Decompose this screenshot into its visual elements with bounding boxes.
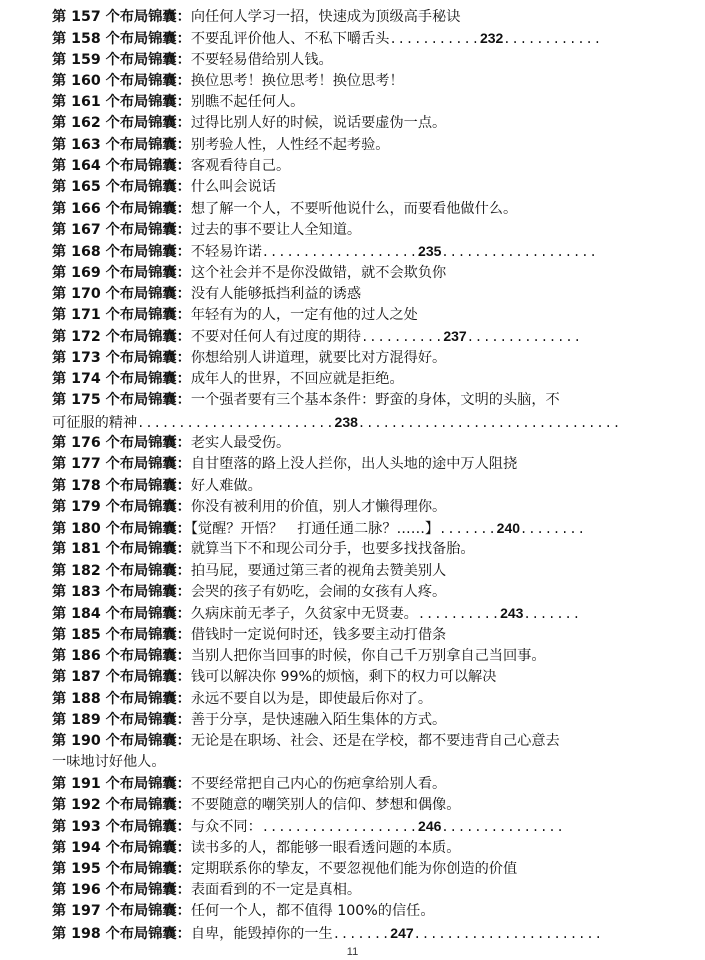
toc-entry [52,7,652,28]
toc-entry-title: 不要对任何人有过度的期待 [190,329,362,346]
toc-entry [52,795,652,816]
toc-entry-number: 第 183 个布局锦囊： [52,584,191,601]
toc-entry [52,241,652,262]
toc-entry-number: 第 176 个布局锦囊： [52,434,191,451]
toc-entry [52,177,652,198]
toc-entry-number: 第 178 个布局锦囊： [52,477,191,494]
toc-entry [52,518,652,539]
toc-entry [52,412,652,433]
toc-entry-title: 不要乱评价他人、不私下嚼舌头 [190,31,390,48]
toc-entry-title: 过去的事不要让人全知道。 [190,221,362,238]
toc-entry-number: 第 159 个布局锦囊： [52,51,191,68]
toc-entry [52,369,652,390]
toc-entry-title: 读书多的人，都能够一眼看透问题的本质。 [190,839,461,856]
toc-page-ref: 243 [500,605,524,622]
toc-entry-number: 第 193 个布局锦囊： [52,819,191,836]
toc-entry [52,113,652,134]
toc-entry [52,774,652,795]
toc-entry [52,28,652,49]
toc-entry-title: 就算当下不和现公司分手，也要多找找备胎。 [190,541,475,558]
toc-entry-number: 第 171 个布局锦囊： [52,307,191,324]
toc-leader-dots: ................... [261,245,419,260]
toc-entry-title: 无论是在职场、社会、还是在学校，都不要违背自己心意去 [190,733,560,750]
toc-entry-number: 第 179 个布局锦囊： [52,498,191,515]
toc-entry-title: 别瞧不起任何人。 [190,94,305,111]
toc-entry-number: 第 166 个布局锦囊： [52,200,191,217]
toc-entry-number: 第 185 个布局锦囊： [52,626,191,643]
toc-entry [52,731,652,752]
toc-entry-title: 你想给别人讲道理，就要比对方混得好。 [190,349,447,366]
toc-entry-title: 不要经常把自己内心的伤疤拿给别人看。 [190,775,447,792]
toc-entry [52,582,652,603]
toc-entry [52,71,652,92]
toc-entry-number: 第 158 个布局锦囊： [52,31,191,48]
toc-leader-dots: ............... [441,820,565,835]
toc-leader-dots: .............. [466,330,582,345]
toc-entry-title: 善于分享，是快速融入陌生集体的方式。 [190,711,447,728]
toc-entry-title: 借钱时一定说何时还，钱多要主动打借条 [190,626,447,643]
toc-entry [52,454,652,475]
toc-entry [52,667,652,688]
toc-entry-title: 钱可以解决你 99%的烦恼，剩下的权力可以解决 [190,669,497,686]
toc-entry-title: 可征服的精神 [52,414,138,431]
toc-leader-dots: ....................... [413,926,603,941]
toc-page-ref: 247 [390,924,414,941]
toc-page-ref: 238 [334,413,358,430]
toc-entry-title: 好人难做。 [190,477,262,494]
toc-entry-number: 第 194 个布局锦囊： [52,839,191,856]
toc-entry-number: 第 188 个布局锦囊： [52,690,191,707]
toc-entry-number: 第 198 个布局锦囊： [52,925,191,942]
toc-entry-number: 第 196 个布局锦囊： [52,882,191,899]
toc-entry-number: 第 182 个布局锦囊： [52,562,191,579]
toc-entry-title: 会哭的孩子有奶吃，会闹的女孩有人疼。 [190,584,447,601]
toc-entry-number: 第 192 个布局锦囊： [52,796,191,813]
toc-entry [52,263,652,284]
toc-entry-title: 拍马屁，要通过第三者的视角去赞美别人 [190,562,447,579]
toc-entry [52,390,652,411]
toc-entry-title: 与众不同： [190,819,262,836]
toc-entry-number: 第 186 个布局锦囊： [52,647,191,664]
toc-page-ref: 240 [496,520,521,537]
toc-entry [52,135,652,156]
toc-entry-title: 定期联系你的挚友，不要忽视他们能为你创造的价值 [190,860,518,877]
toc-leader-dots: ........... [389,32,480,47]
toc-entry-title: 过得比别人好的时候，说话要虚伪一点。 [190,115,447,132]
toc-entry-number: 第 165 个布局锦囊： [52,179,191,196]
toc-entry [52,838,652,859]
toc-entry-title: 不要轻易借给别人钱。 [190,51,333,68]
toc-page-ref: 232 [479,30,504,47]
toc-entry [52,752,652,773]
toc-entry-number: 第 173 个布局锦囊： [52,349,191,366]
page-number: 11 [346,946,359,958]
toc-entry-number: 第 160 个布局锦囊： [52,72,191,89]
toc-entry-number: 第 167 个布局锦囊： [52,221,191,238]
toc-entry-number: 第 190 个布局锦囊： [52,733,191,750]
toc-entry-title: 年轻有为的人，一定有他的过人之处 [190,307,418,324]
toc-leader-dots: .......... [417,607,501,622]
toc-entry-number: 第 184 个布局锦囊： [52,606,191,623]
toc-entry-number: 第 162 个布局锦囊： [52,115,191,132]
toc-entry [52,880,652,901]
toc-entry-title: 什么叫会说话 [190,179,276,196]
toc-entry-title: 客观看待自己。 [190,158,291,175]
toc-entry [52,92,652,113]
toc-entry [52,476,652,497]
toc-entry-title: 换位思考！换位思考！换位思考！ [190,72,404,89]
toc-leader-dots: .......... [361,330,444,345]
toc-entry [52,284,652,305]
toc-entry-number: 第 177 个布局锦囊： [52,456,191,473]
toc-entry [52,646,652,667]
toc-entry-title: 当别人把你当回事的时候，你自己千万别拿自己当回事。 [190,647,546,664]
toc-entry-number: 第 168 个布局锦囊： [52,244,191,261]
toc-entry-title: 【觉醒？开悟？ 打通任通二脉？……】 [190,521,440,538]
toc-entry-number: 第 191 个布局锦囊： [52,775,191,792]
toc-entry [52,901,652,922]
toc-leader-dots: ....... [332,926,391,941]
toc-entry-title: 不轻易许诺 [190,244,262,261]
toc-entry-title: 任何一个人，都不值得 100%的信任。 [190,903,435,920]
toc-entry [52,859,652,880]
toc-entry-title: 一味地讨好他人。 [52,754,166,771]
toc-entry [52,710,652,731]
toc-entry [52,220,652,241]
toc-entry [52,561,652,582]
toc-entry-title: 想了解一个人，不要听他说什么，而要看他做什么。 [190,200,518,217]
toc-entry-title: 不要随意的嘲笑别人的信仰、梦想和偶像。 [190,796,461,813]
toc-entry-number: 第 197 个布局锦囊： [52,903,191,920]
toc-leader-dots: ................... [261,820,419,835]
toc-entry [52,539,652,560]
toc-entry [52,816,652,837]
toc-entry [52,348,652,369]
toc-entry-number: 第 181 个布局锦囊： [52,541,191,558]
toc-entry-title: 永远不要自以为是，即使最后你对了。 [190,690,433,707]
toc-entry-number: 第 175 个布局锦囊： [52,392,191,409]
toc-entry-number: 第 189 个布局锦囊： [52,711,191,728]
toc-entry-title: 一个强者要有三个基本条件：野蛮的身体，文明的头脑，不 [190,392,560,409]
toc-entry [52,50,652,71]
toc-entry-number: 第 172 个布局锦囊： [52,329,191,346]
toc-entry-title: 向任何人学习一招，快速成为顶级高手秘诀 [190,9,461,25]
toc-entry [52,199,652,220]
toc-entry-title: 老实人最受伤。 [190,434,291,451]
toc-page-ref: 246 [418,818,442,835]
toc-page-ref: 235 [418,243,442,260]
toc-entry-title: 这个社会并不是你没做错，就不会欺负你 [190,264,447,281]
toc-entry-title: 表面看到的不一定是真相。 [190,882,362,899]
toc-leader-dots: ................... [441,245,598,260]
toc-entry-title: 成年人的世界，不回应就是拒绝。 [190,371,404,388]
toc-entry-title: 别考验人性，人性经不起考验。 [190,136,390,153]
toc-entry-number: 第 163 个布局锦囊： [52,136,191,153]
toc-entry-number: 第 169 个布局锦囊： [52,264,191,281]
toc-entry-number: 第 195 个布局锦囊： [52,860,191,877]
toc-leader-dots: ........ [520,522,586,537]
toc-entry-number: 第 157 个布局锦囊： [52,9,191,25]
toc-entry-title: 自卑，能毁掉你的一生 [190,925,333,942]
toc-entry [52,625,652,646]
toc-entry-number: 第 174 个布局锦囊： [52,371,191,388]
toc-entry-number: 第 161 个布局锦囊： [52,94,191,111]
toc-entry-title: 自甘堕落的路上没人拦你，出人头地的途中万人阻挠 [190,456,518,473]
toc-entry-title: 没有人能够抵挡利益的诱惑 [190,285,362,302]
toc-entry [52,326,652,347]
toc-entry [52,497,652,518]
toc-entry [52,603,652,624]
toc-entry [52,433,652,454]
toc-leader-dots: ................................ [357,415,622,430]
table-of-contents [52,7,652,944]
toc-leader-dots: ............ [503,32,602,47]
toc-entry-number: 第 187 个布局锦囊： [52,669,191,686]
toc-page-ref: 237 [443,328,467,345]
toc-entry-number: 第 170 个布局锦囊： [52,285,191,302]
toc-leader-dots: ....... [439,522,497,537]
toc-entry [52,305,652,326]
toc-entry [52,923,652,944]
toc-entry-number: 第 180 个布局锦囊： [52,521,191,538]
toc-entry-number: 第 164 个布局锦囊： [52,158,191,175]
toc-entry [52,689,652,710]
toc-entry-title: 久病床前无孝子，久贫家中无贤妻。 [190,606,418,623]
toc-entry [52,156,652,177]
toc-leader-dots: ....... [523,607,582,622]
toc-entry-title: 你没有被利用的价值，别人才懒得理你。 [190,498,447,515]
toc-leader-dots: ........................ [137,415,335,430]
